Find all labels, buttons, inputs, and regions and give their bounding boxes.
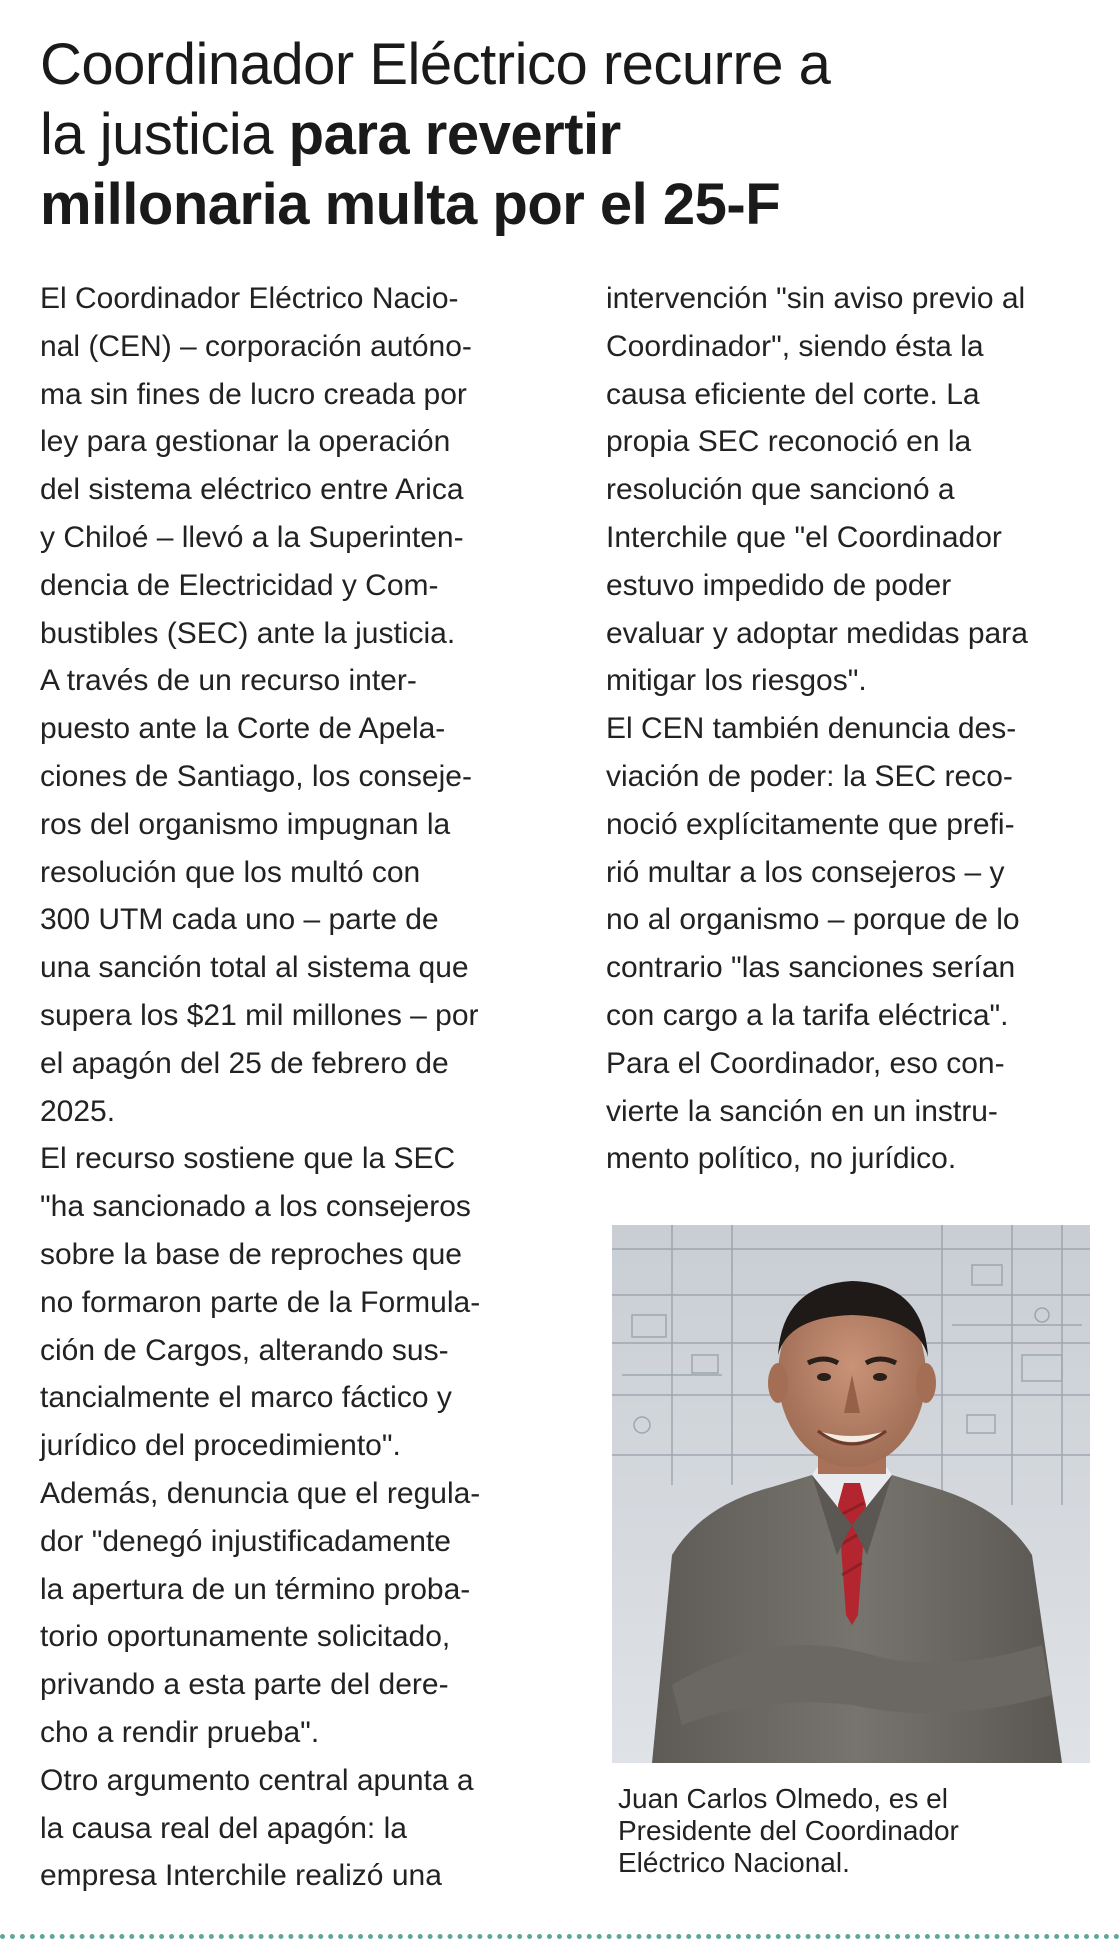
body-text-line: ción de Cargos, alterando sus-	[40, 1333, 449, 1367]
body-text-line: Otro argumento central apunta a	[40, 1763, 474, 1797]
body-text-line: 2025.	[40, 1094, 116, 1128]
body-text-line: El recurso sostiene que la SEC	[40, 1142, 456, 1176]
body-text-line: empresa Interchile realizó una	[40, 1859, 442, 1893]
body-text-line: la causa real del apagón: la	[40, 1811, 407, 1845]
body-text-line: intervención "sin aviso previo al	[606, 282, 1026, 315]
body-text-line: ma sin fines de lucro creada por	[40, 377, 467, 411]
body-text-line: contrario "las sanciones serían	[606, 951, 1016, 985]
body-text-line: supera los $21 mil millones – por	[40, 998, 479, 1032]
body-text-line: ciones de Santiago, los conseje-	[40, 759, 472, 793]
body-text-line: Coordinador", siendo ésta la	[606, 329, 984, 363]
caption-line: Presidente del Coordinador	[618, 1815, 959, 1846]
body-text-line: vierte la sanción en un instru-	[606, 1094, 998, 1128]
body-text-line: evaluar y adoptar medidas para	[606, 616, 1028, 650]
body-text-line: una sanción total al sistema que	[40, 951, 469, 985]
body-text-line: bustibles (SEC) ante la justicia.	[40, 616, 456, 650]
body-text-line: no formaron parte de la Formula-	[40, 1285, 481, 1319]
body-text-line: cho a rendir prueba".	[40, 1715, 320, 1749]
caption-line: Juan Carlos Olmedo, es el	[618, 1783, 948, 1814]
body-text-line: jurídico del procedimiento".	[40, 1429, 401, 1463]
dotted-divider	[0, 1934, 1120, 1939]
body-text-line: dor "denegó injustificadamente	[40, 1524, 451, 1558]
body-text-line: privando a esta parte del dere-	[40, 1668, 449, 1702]
body-text-line: torio oportunamente solicitado,	[40, 1620, 451, 1654]
body-text-line: del sistema eléctrico entre Arica	[40, 473, 464, 507]
body-text-line: Además, denuncia que el regula-	[40, 1476, 481, 1510]
headline-line-2-bold: para revertir	[288, 102, 621, 167]
body-text-line: tancialmente el marco fáctico y	[40, 1381, 452, 1415]
caption-line: Eléctrico Nacional.	[618, 1847, 850, 1878]
body-text-line: sobre la base de reproches que	[40, 1237, 462, 1271]
headline-line-2-regular: la justicia	[40, 102, 289, 167]
body-text-line: resolución que los multó con	[40, 855, 421, 889]
body-text-line: dencia de Electricidad y Com-	[40, 568, 439, 602]
article-body-right-column	[606, 275, 1086, 1183]
body-text-line: mitigar los riesgos".	[606, 664, 867, 698]
body-text-line: el apagón del 25 de febrero de	[40, 1046, 449, 1080]
body-text-line: nal (CEN) – corporación autóno-	[40, 329, 472, 363]
body-text-line: El Coordinador Eléctrico Nacio-	[40, 282, 459, 315]
body-text-line: El CEN también denuncia des-	[606, 712, 1017, 746]
body-text-line: rió multar a los consejeros – y	[606, 855, 1005, 889]
body-text-line: la apertura de un término proba-	[40, 1572, 471, 1606]
headline	[40, 30, 1080, 240]
body-text-line: no al organismo – porque de lo	[606, 903, 1020, 937]
headline-line-3-bold: millonaria multa por el 25-F	[40, 172, 781, 237]
body-text-line: "ha sancionado a los consejeros	[40, 1190, 471, 1224]
body-text-line: Interchile que "el Coordinador	[606, 520, 1002, 554]
body-text-line: propia SEC reconoció en la	[606, 425, 972, 459]
body-text-line: con cargo a la tarifa eléctrica".	[606, 998, 1009, 1032]
body-text-line: causa eficiente del corte. La	[606, 377, 980, 411]
article-body-left-column	[40, 275, 560, 1900]
headline-line-1: Coordinador Eléctrico recurre a	[40, 32, 831, 97]
body-text-line: noció explícitamente que prefi-	[606, 807, 1015, 841]
body-text-line: viación de poder: la SEC reco-	[606, 759, 1013, 793]
portrait-photo	[612, 1225, 1090, 1763]
body-text-line: mento político, no jurídico.	[606, 1142, 957, 1176]
photo-caption	[618, 1783, 1088, 1879]
body-text-line: 300 UTM cada uno – parte de	[40, 903, 439, 937]
body-text-line: puesto ante la Corte de Apela-	[40, 712, 446, 746]
body-text-line: ros del organismo impugnan la	[40, 807, 451, 841]
body-text-line: ley para gestionar la operación	[40, 425, 451, 459]
body-text-line: resolución que sancionó a	[606, 473, 955, 507]
body-text-line: estuvo impedido de poder	[606, 568, 952, 602]
body-text-line: Para el Coordinador, eso con-	[606, 1046, 1005, 1080]
body-text-line: A través de un recurso inter-	[40, 664, 417, 698]
body-text-line: y Chiloé – llevó a la Superinten-	[40, 520, 464, 554]
